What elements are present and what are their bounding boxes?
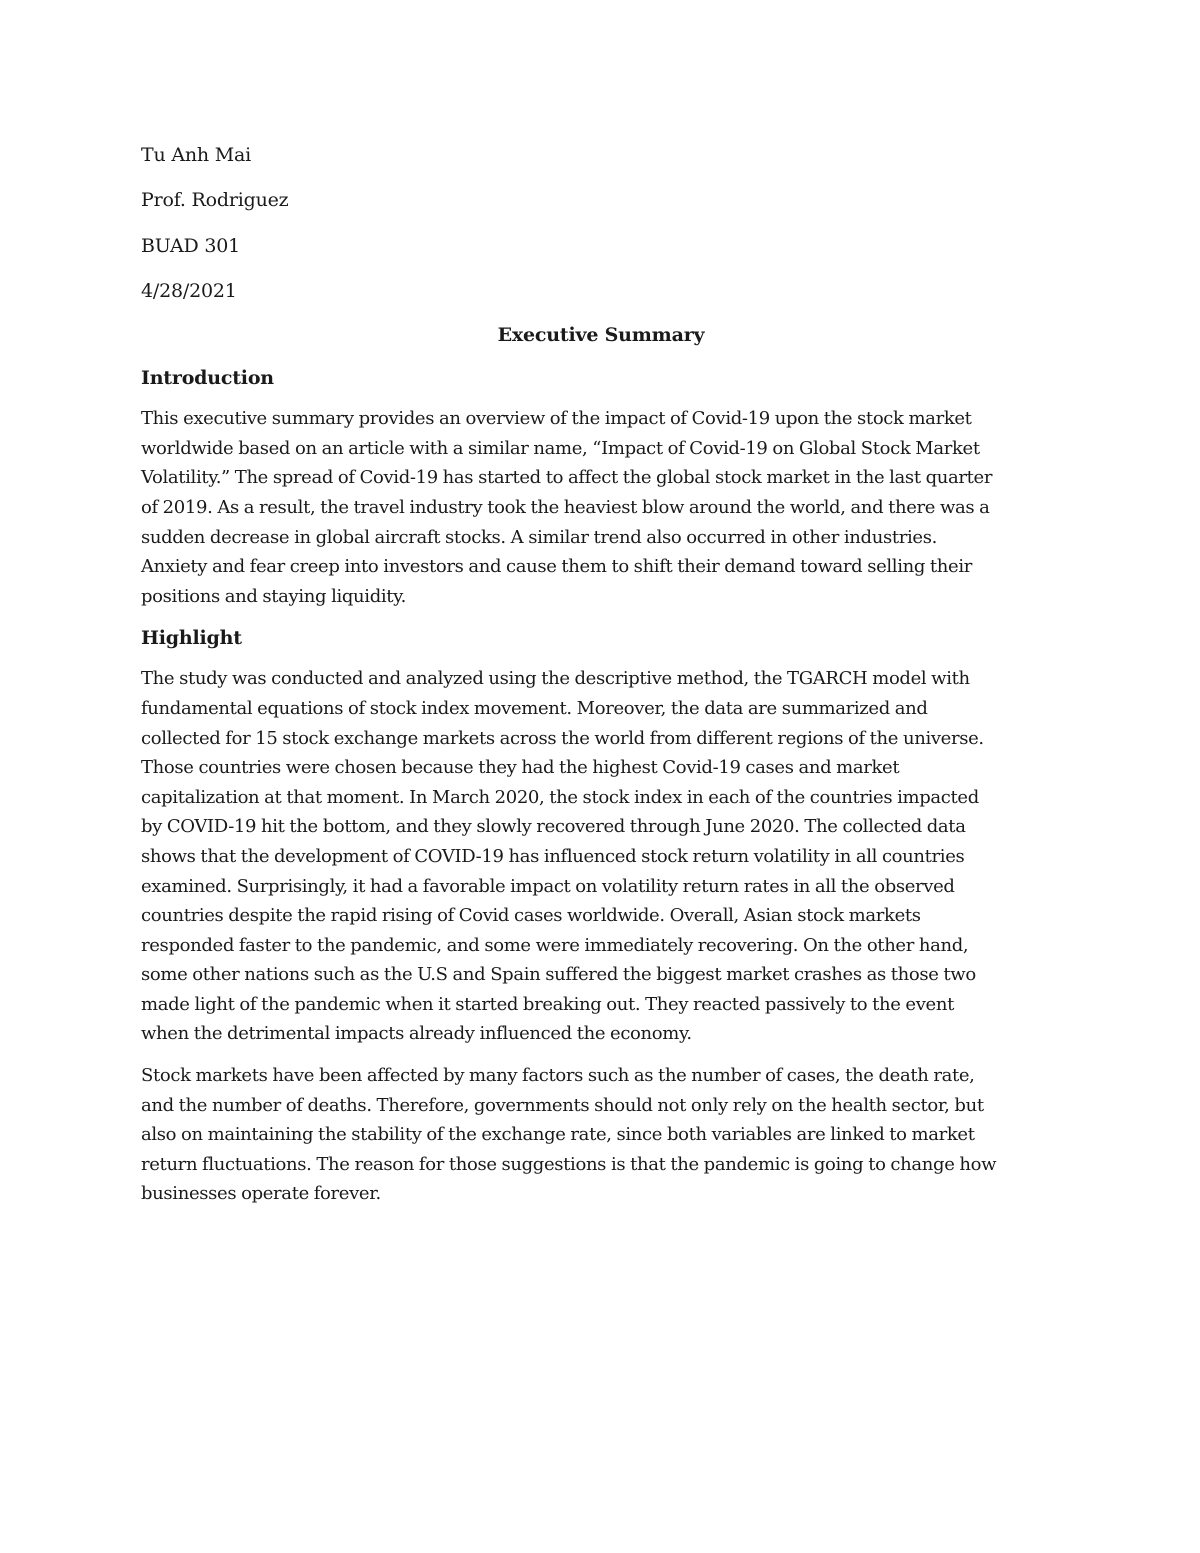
paragraph-line: capitalization at that moment. In March 2020, the stock index in each of the countries impacted — [141, 786, 979, 808]
body-paragraph — [141, 1061, 1061, 1209]
paragraph-line: made light of the pandemic when it started breaking out. They reacted passively to the event — [141, 993, 954, 1015]
paragraph-line: Stock markets have been affected by many factors such as the number of cases, the death rate, — [141, 1065, 975, 1087]
paragraph-line: when the detrimental impacts already influenced the economy. — [141, 1023, 692, 1045]
paragraph-line: positions and staying liquidity. — [141, 585, 406, 607]
paragraph-line: businesses operate forever. — [141, 1183, 381, 1205]
paragraph-line: The study was conducted and analyzed using the descriptive method, the TGARCH model with — [141, 668, 970, 690]
document-page — [141, 140, 1061, 1221]
paragraph-line: Anxiety and fear creep into investors and cause them to shift their demand toward selling their — [141, 556, 973, 578]
paragraph-line: examined. Surprisingly, it had a favorable impact on volatility return rates in all the observed — [141, 875, 955, 897]
paragraph-line: fundamental equations of stock index movement. Moreover, the data are summarized and — [141, 697, 928, 719]
paragraph-line: countries despite the rapid rising of Covid cases worldwide. Overall, Asian stock markets — [141, 905, 921, 927]
instructor-name: Prof. Rodriguez — [141, 189, 289, 212]
author-name: Tu Anh Mai — [141, 144, 252, 166]
paragraph-line: and the number of deaths. Therefore, governments should not only rely on the health sector, but — [141, 1094, 984, 1116]
paragraph-line: return fluctuations. The reason for those suggestions is that the pandemic is going to change how — [141, 1153, 997, 1175]
section-heading: Highlight — [141, 627, 242, 650]
paragraph-line: worldwide based on an article with a similar name, “Impact of Covid-19 on Global Stock Market — [141, 437, 980, 459]
paragraph-line: sudden decrease in global aircraft stocks. A similar trend also occurred in other industries. — [141, 526, 937, 548]
body-paragraph — [141, 664, 1061, 1049]
paragraph-line: Volatility.” The spread of Covid-19 has started to affect the global stock market in the last quarter — [141, 467, 993, 489]
course-code: BUAD 301 — [141, 234, 241, 257]
paragraph-line: responded faster to the pandemic, and some were immediately recovering. On the other hand, — [141, 934, 969, 956]
paragraph-line: shows that the development of COVID-19 has influenced stock return volatility in all countries — [141, 845, 965, 867]
paragraph-line: also on maintaining the stability of the exchange rate, since both variables are linked to market — [141, 1124, 975, 1146]
paragraph-line: by COVID-19 hit the bottom, and they slowly recovered through June 2020. The collected data — [141, 816, 966, 838]
section-heading: Introduction — [141, 367, 274, 390]
paragraph-line: Those countries were chosen because they had the highest Covid-19 cases and market — [141, 757, 900, 779]
paragraph-line: collected for 15 stock exchange markets across the world from different regions of the universe. — [141, 727, 984, 749]
document-date: 4/28/2021 — [141, 279, 237, 302]
document-title: Executive Summary — [497, 324, 705, 347]
paragraph-line: some other nations such as the U.S and Spain suffered the biggest market crashes as those two — [141, 964, 976, 986]
paragraph-line: This executive summary provides an overview of the impact of Covid-19 upon the stock market — [141, 408, 972, 430]
document-body — [141, 363, 1061, 1209]
paragraph-line: of 2019. As a result, the travel industry took the heaviest blow around the world, and there was a — [141, 496, 990, 518]
body-paragraph — [141, 404, 1061, 611]
